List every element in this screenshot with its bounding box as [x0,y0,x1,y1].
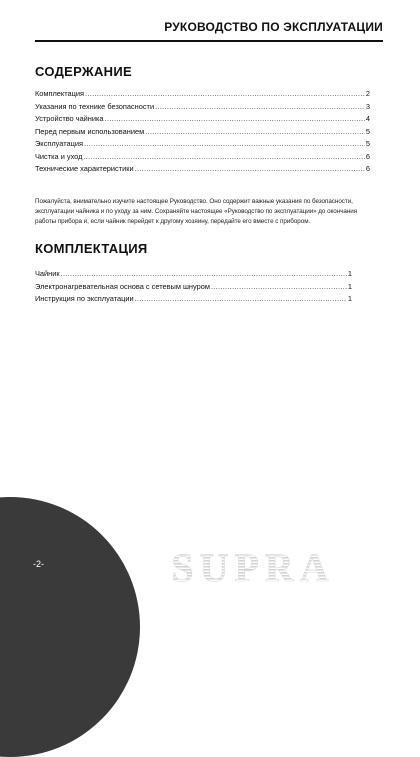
logo-wordmark: SUPRA [171,548,335,588]
toc-item[interactable] [35,113,370,126]
dot-leader [211,281,347,294]
supra-logo [128,548,378,588]
dot-leader [85,88,365,101]
toc-item-page: 2 [365,89,370,98]
dot-leader [83,151,364,164]
toc-item-page: 5 [365,139,370,148]
kit-item-label: Инструкция по эксплуатации [35,294,134,303]
toc-item-label: Комплектация [35,89,85,98]
kit-list [35,268,352,306]
kit-item-count: 1 [347,269,352,278]
footer-corner-shape [0,497,140,757]
toc-item[interactable] [35,126,370,139]
intro-paragraph: Пожалуйста, внимательно изучите настоящее Руководство. Оно содержит важные указания по безопасности, эксплуатации чайника и по уходу за ним. Сохраняйте настоящее «Руководство по эксплуатации» до окончания работы прибора и, если чайник перейдет к другому хозяину, передайте его вместе с прибором. [35,198,358,225]
kit-heading: КОМПЛЕКТАЦИЯ [35,241,148,256]
header-divider [35,40,383,42]
page-header-title: РУКОВОДСТВО ПО ЭКСПЛУАТАЦИИ [164,20,383,34]
toc-item-label: Эксплуатация [35,139,83,148]
dot-leader [61,268,347,281]
toc-item-page: 6 [365,164,370,173]
toc-item[interactable] [35,138,370,151]
toc-item-page: 3 [365,101,370,111]
kit-item [35,268,352,281]
toc-item-label: Технические характеристики [35,164,134,173]
kit-item-label: Электронагревательная основа с сетевым шнуром [35,281,210,291]
dot-leader [84,138,365,151]
toc-item-label: Указания по технике безопасности [35,101,155,111]
toc-item-page: 4 [365,114,370,123]
page-number: -2- [33,559,44,569]
table-of-contents [35,88,370,176]
toc-item[interactable] [35,151,370,164]
toc-item[interactable] [35,88,370,101]
toc-item-page: 5 [365,126,370,136]
dot-leader [145,126,365,139]
toc-item-label: Устройство чайника [35,114,104,123]
toc-item[interactable] [35,101,370,114]
kit-item [35,281,352,294]
kit-item-count: 1 [347,281,352,291]
contents-heading: СОДЕРЖАНИЕ [35,64,132,79]
dot-leader [155,101,365,114]
kit-item [35,293,352,306]
toc-item[interactable] [35,163,370,176]
toc-item-label: Перед первым использованием [35,126,145,136]
toc-item-page: 6 [365,151,370,161]
kit-item-label: Чайник [35,269,60,278]
kit-item-count: 1 [347,294,352,303]
dot-leader [105,113,365,126]
dot-leader [135,163,365,176]
toc-item-label: Чистка и уход [35,151,83,161]
dot-leader [135,293,347,306]
